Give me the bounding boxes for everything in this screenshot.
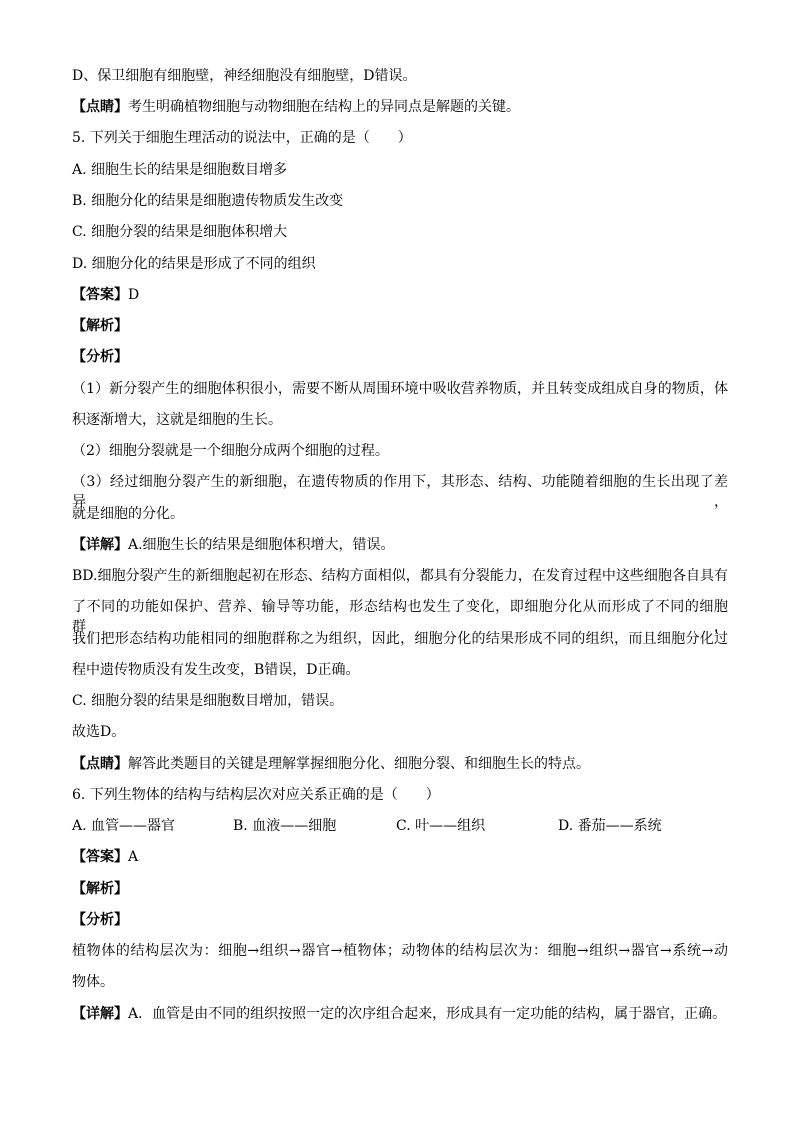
text-line: 植物体的结构层次为：细胞→组织→器官→植物体；动物体的结构层次为：细胞→组织→器官→系统→动 bbox=[72, 943, 728, 959]
detail-label: 【详解】 bbox=[72, 537, 128, 553]
text-line: （3）经过细胞分裂产生的新细胞，在遗传物质的作用下，其形态、结构、功能随着细胞的生长出现了差异， bbox=[72, 474, 728, 510]
text-line: 物体。 bbox=[72, 974, 114, 990]
text-line: BD.细胞分裂产生的新细胞起初在形态、结构方面相似，都具有分裂能力，在发育过程中这些细胞各自具有 bbox=[72, 568, 728, 584]
detail-label: 【详解】 bbox=[72, 1006, 128, 1022]
analysis-heading: 【解析】 bbox=[72, 881, 128, 897]
analysis-heading: 【解析】 bbox=[72, 318, 128, 334]
answer-label: 【答案】 bbox=[72, 849, 128, 865]
question-6-stem: 6. 下列生物体的结构与结构层次对应关系正确的是（ ） bbox=[72, 787, 440, 803]
text-line: D、保卫细胞有细胞壁，神经细胞没有细胞壁，D错误。 bbox=[72, 68, 417, 84]
answer-line: 【答案】A bbox=[72, 849, 139, 865]
q6-option-a: A. 血管——器官 bbox=[72, 818, 176, 834]
option-d: D. 细胞分化的结果是形成了不同的组织 bbox=[72, 256, 316, 272]
text-line: （2）细胞分裂就是一个细胞分成两个细胞的过程。 bbox=[72, 443, 389, 459]
question-5-stem: 5. 下列关于细胞生理活动的说法中，正确的是（ ） bbox=[72, 130, 412, 146]
breakdown-heading: 【分析】 bbox=[72, 349, 128, 365]
text-line: 了不同的功能如保护、营养、输导等功能，形态结构也发生了变化，即细胞分化从而形成了不同的细胞群， bbox=[72, 599, 728, 635]
detail-line: 【详解】A．血管是由不同的组织按照一定的次序组合起来，形成具有一定功能的结构，属于器官，正确。 bbox=[72, 1006, 727, 1022]
tip-label: 【点睛】 bbox=[72, 756, 128, 772]
answer-label: 【答案】 bbox=[72, 287, 128, 303]
answer-line: 【答案】D bbox=[72, 287, 140, 303]
text-line: 程中遗传物质没有发生改变，B错误，D正确。 bbox=[72, 662, 360, 678]
text-line: C. 细胞分裂的结果是细胞数目增加，错误。 bbox=[72, 693, 344, 709]
q6-option-d: D. 番茄——系统 bbox=[558, 818, 662, 834]
option-b: B. 细胞分化的结果是细胞遗传物质发生改变 bbox=[72, 193, 344, 209]
text-line: 就是细胞的分化。 bbox=[72, 506, 184, 522]
option-a: A. 细胞生长的结果是细胞数目增多 bbox=[72, 162, 288, 178]
text-line: 故选D。 bbox=[72, 724, 126, 740]
tip-label: 【点睛】 bbox=[72, 99, 128, 115]
text-line: 积逐渐增大，这就是细胞的生长。 bbox=[72, 412, 282, 428]
q6-option-c: C. 叶——组织 bbox=[396, 818, 486, 834]
text-line: （1）新分裂产生的细胞体积很小，需要不断从周围环境中吸收营养物质，并且转变成组成自身的物质，体 bbox=[72, 381, 728, 397]
q6-option-b: B. 血液——细胞 bbox=[233, 818, 337, 834]
tip-line: 【点睛】解答此类题目的关键是理解掌握细胞分化、细胞分裂、和细胞生长的特点。 bbox=[72, 756, 590, 772]
text-line: 我们把形态结构功能相同的细胞群称之为组织，因此，细胞分化的结果形成不同的组织，而且细胞分化过 bbox=[72, 631, 728, 647]
option-c: C. 细胞分裂的结果是细胞体积增大 bbox=[72, 224, 288, 240]
breakdown-heading: 【分析】 bbox=[72, 912, 128, 928]
tip-line: 【点睛】考生明确植物细胞与动物细胞在结构上的异同点是解题的关键。 bbox=[72, 99, 520, 115]
detail-line: 【详解】A.细胞生长的结果是细胞体积增大，错误。 bbox=[72, 537, 395, 553]
